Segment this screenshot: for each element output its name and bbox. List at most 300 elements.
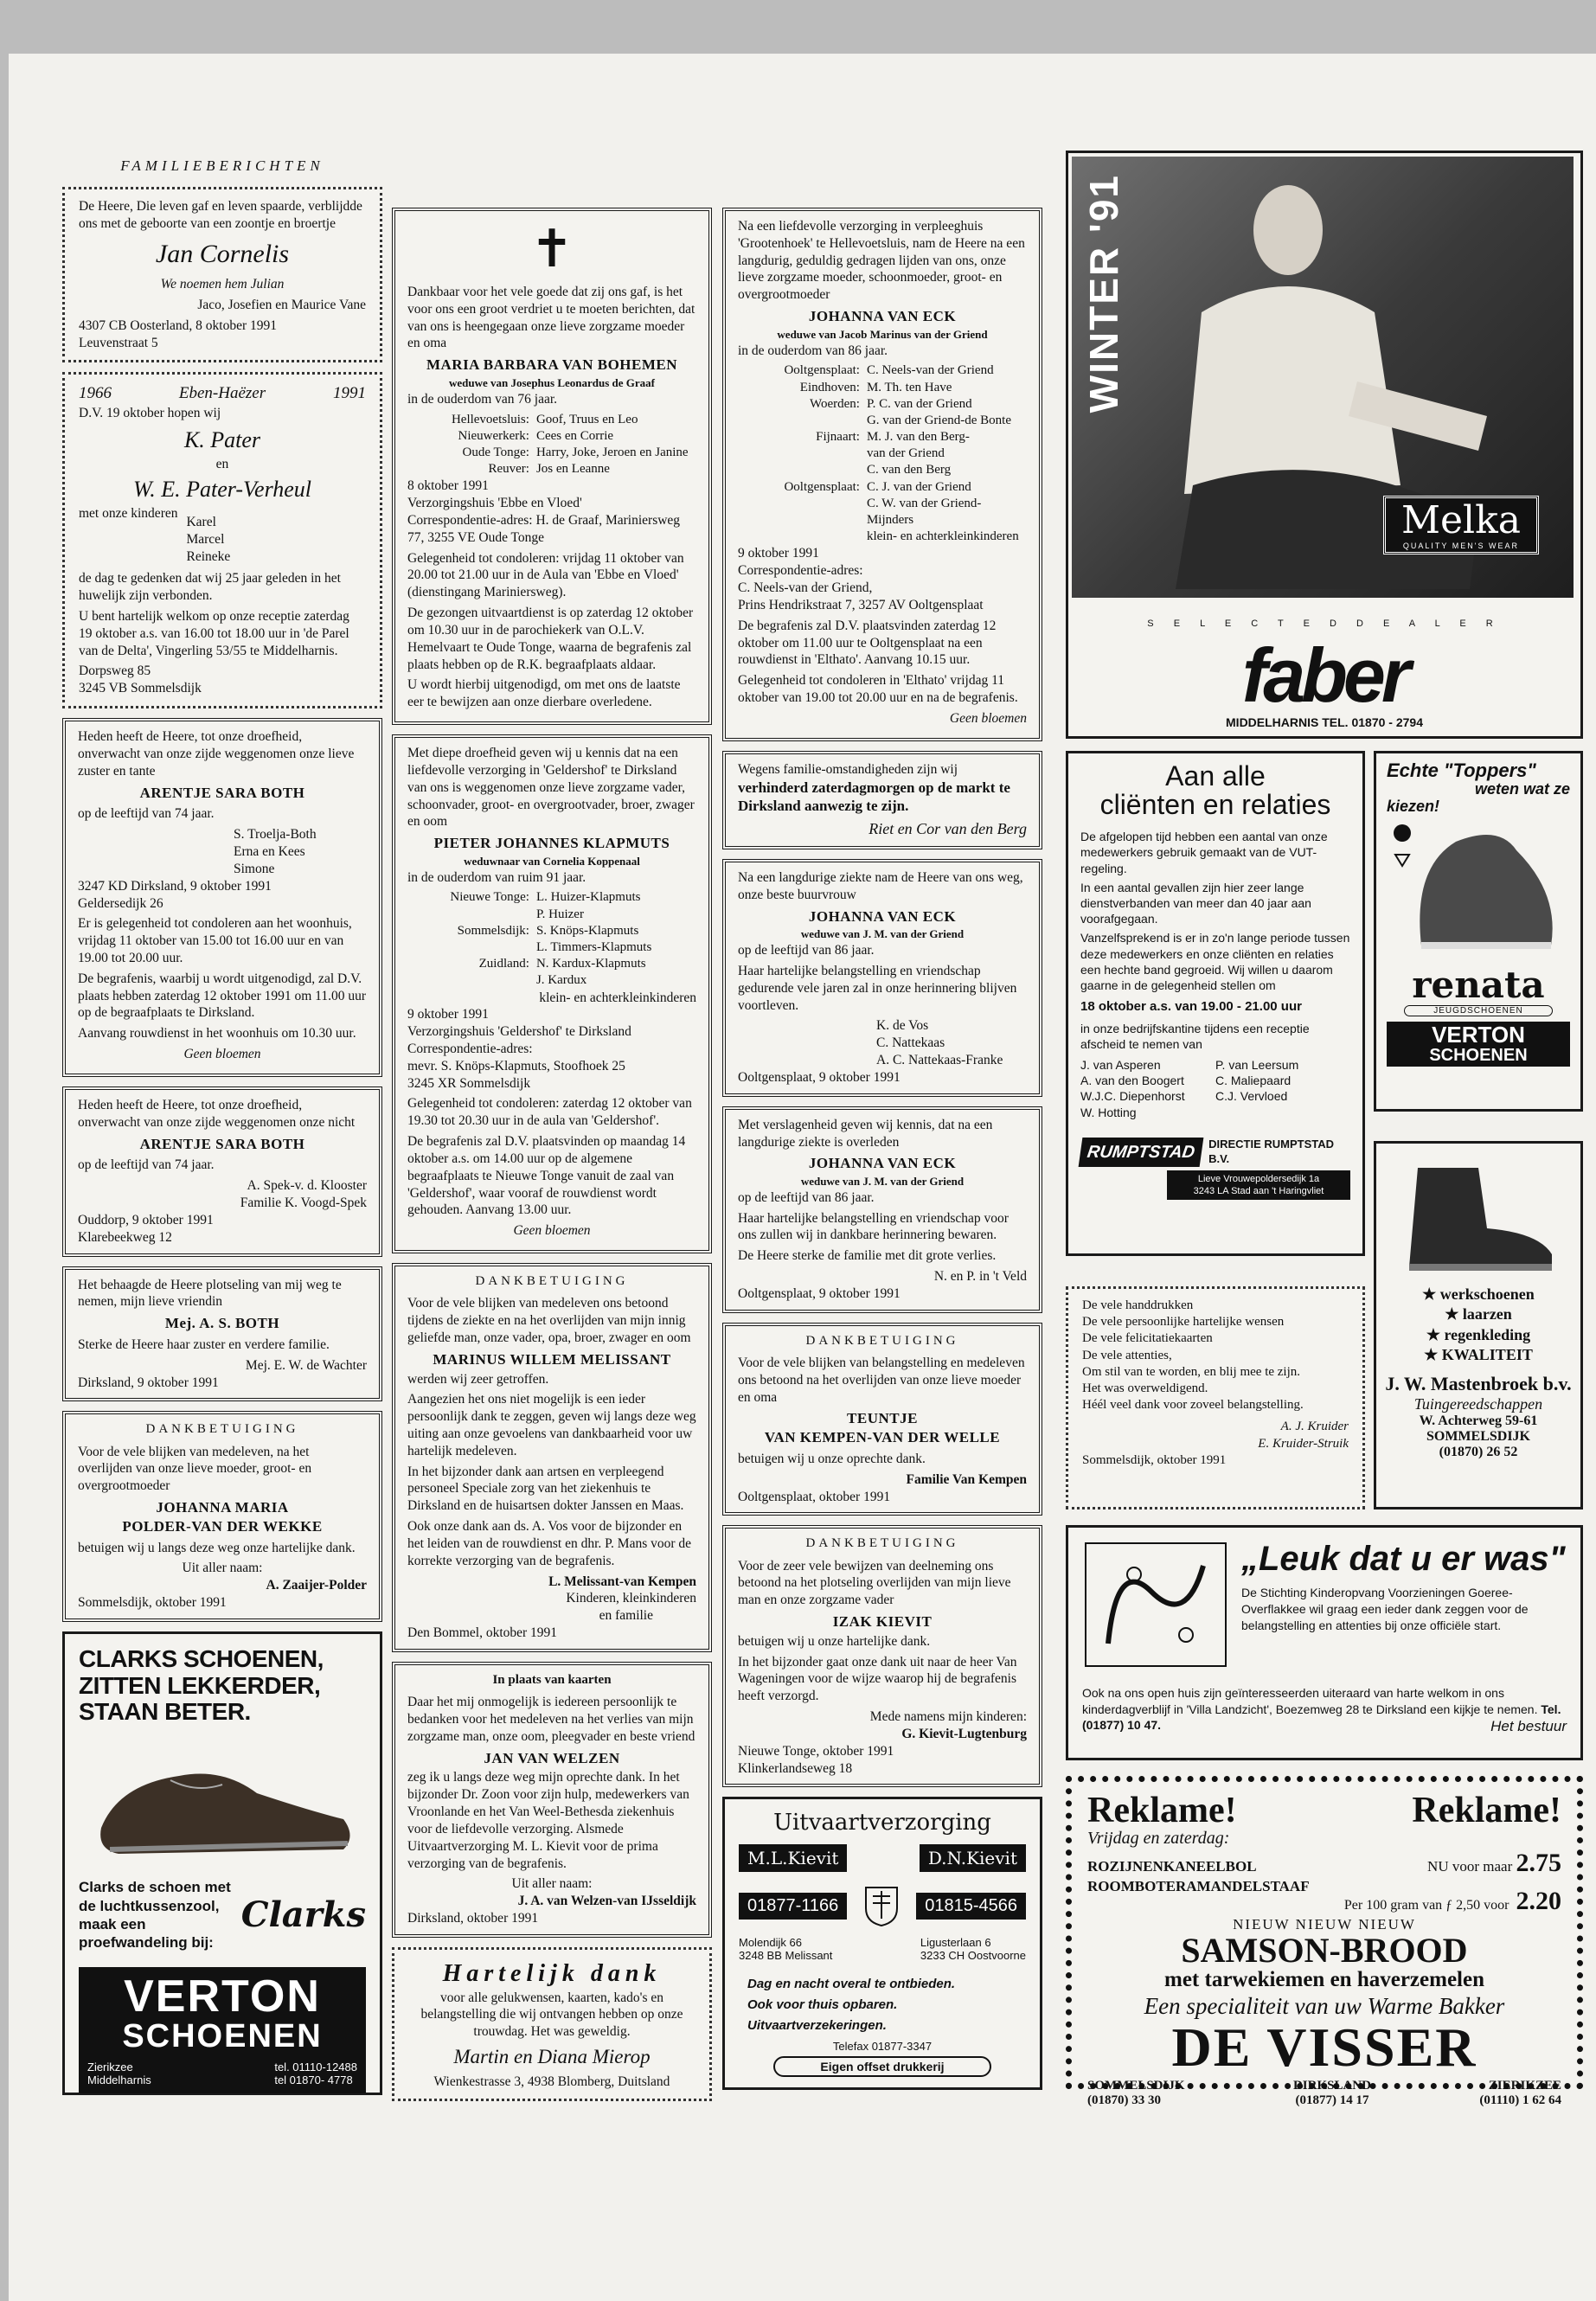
bohemen-t2: De gezongen uitvaartdienst is op zaterdag 12 oktober om 10.30 uur in de parochiekerk van O.L.V. Hemelvaart te Oude Tonge, waarna de begrafenis zal plaats hebben op de R.K. begraafplaats aldaar.: [407, 606, 694, 672]
kempen-t1: betuigen wij u onze oprechte dank.: [738, 1451, 926, 1466]
kruider-line: Om stil van te worden, en blij mee te zijn.: [1082, 1364, 1301, 1379]
family-place: [738, 462, 865, 478]
column-1: [62, 152, 382, 2095]
melissant-s3: en familie: [599, 1608, 653, 1624]
jubilee-kid1: Karel: [186, 514, 216, 529]
jubilee-year-end: 1991: [333, 384, 366, 403]
bohemen-notice: [392, 208, 712, 725]
visser-price2: 2.20: [1516, 1887, 1561, 1915]
shoe-illustration: [84, 1733, 361, 1871]
both1-place: 3247 KD Dirksland, 9 oktober 1991: [78, 878, 272, 894]
kempen-name2: VAN KEMPEN-VAN DER WELLE: [764, 1429, 1001, 1446]
mastenbroek-town: SOMMELSDIJK: [1426, 1428, 1530, 1444]
berg-notice: [722, 751, 1042, 849]
eck1-date: 9 oktober 1991: [738, 546, 819, 561]
kinderopvang-logo: [1082, 1540, 1229, 1670]
both1-text: Heden heeft de Heere, tot onze droefheid, onverwacht van onze zijde weggenomen onze lieve zuster en tante: [78, 729, 355, 779]
visser-tel3: (01110) 1 62 64: [1479, 2093, 1561, 2108]
mastenbroek-line: ★ KWALITEIT: [1424, 1346, 1533, 1364]
eck3-t1: Haar hartelijke belangstelling en vriendschap voor ons zullen wij in dankbare herinnering bewaren.: [738, 1210, 1009, 1243]
both2-sig2: Familie K. Voogd-Spek: [240, 1195, 367, 1211]
family-place: Reuver:: [488, 462, 529, 477]
eck-notice-3: [722, 1106, 1042, 1313]
melissant-t0: werden wij zeer getroffen.: [407, 1371, 549, 1387]
eck1-t1: De begrafenis zal D.V. plaatsvinden zaterdag 12 oktober om 11.00 uur te Ooltgensplaat na een rouwdienst in 'Elthato'. Aanvang 10.15 uur.: [738, 618, 997, 668]
melka-logo: Melka: [1401, 497, 1521, 542]
jubilee-text1: de dag te gedenken dat wij 25 jaar geleden in het huwelijk zijn verbonden.: [79, 571, 341, 604]
family-names: Cees en Corrie: [535, 428, 614, 443]
verton-place2: Middelharnis: [87, 2073, 151, 2087]
eck3-age: op de leeftijd van 86 jaar.: [738, 1189, 875, 1205]
both2-age: op de leeftijd van 74 jaar.: [78, 1157, 215, 1173]
both1-sig2: Erna en Kees: [234, 844, 305, 860]
retiree-name: P. van Leersum: [1215, 1057, 1299, 1072]
birth-parents: Jaco, Josefien en Maurice Vane: [197, 297, 366, 312]
kievit-t2: In het bijzonder gaat onze dank uit naar de heer Van Wageningen voor de wijze waarop hij de begrafenis heeft verzorgd.: [738, 1654, 1017, 1704]
visser-tel1: (01870) 33 30: [1087, 2093, 1161, 2108]
uitvaart-tel2: 01815-4566: [916, 1893, 1026, 1920]
leuk-t1: De Stichting Kinderopvang Voorzieningen Goeree-Overflakkee wil graag een ieder dank zeggen voor de belangstelling en attenties bij onze officiële start.: [1241, 1586, 1529, 1632]
klapmuts-date: 9 oktober 1991: [407, 1007, 489, 1022]
both2-street: Klarebeekweg 12: [78, 1229, 172, 1245]
kruider-line: De vele handdrukken: [1082, 1298, 1194, 1312]
retiree-name: J. van Asperen: [1080, 1057, 1161, 1072]
eck2-name: JOHANNA VAN ECK: [808, 907, 957, 925]
klapmuts-klein: klein- en achterkleinkinderen: [539, 990, 696, 1005]
eck3-sig: N. en P. in 't Veld: [933, 1269, 1027, 1285]
visser-reklame1: Reklame!: [1087, 1791, 1237, 1830]
klapmuts-home: Verzorgingshuis 'Geldershof' te Dirksland: [407, 1024, 631, 1040]
family-place: [738, 413, 865, 429]
eck1-sub: weduwe van Jacob Marinus van der Griend: [777, 327, 988, 341]
mastenbroek-addr: W. Achterweg 59-61: [1419, 1413, 1538, 1428]
visser-reklame2: Reklame!: [1412, 1791, 1561, 1830]
eck1-t2: Gelegenheid tot condoleren in 'Elthato' vrijdag 11 oktober van 19.00 tot 20.00 uur en na de begrafenis.: [738, 673, 1018, 706]
dank1-place: Sommelsdijk, oktober 1991: [78, 1595, 227, 1611]
welzen-notice: [392, 1662, 712, 1938]
welzen-name: JAN VAN WELZEN: [484, 1749, 620, 1766]
jubilee-en: en: [215, 456, 229, 471]
uitvaart-heading: Uitvaartverzorging: [773, 1810, 991, 1836]
welzen-sig: J. A. van Welzen-van IJsseldijk: [517, 1894, 696, 1909]
berg-sig: Riet en Cor van den Berg: [869, 820, 1027, 838]
kievit-text: Voor de zeer vele bewijzen van deelneming ons betoond na het plotseling overlijden van mijn lieve man en onze zorgzame vader: [738, 1558, 1011, 1608]
jubilee-motto: Eben-Haëzer: [178, 384, 266, 403]
kievit-notice: [722, 1525, 1042, 1787]
klapmuts-notice: [392, 734, 712, 1253]
both1-flowers: Geen bloemen: [183, 1047, 261, 1062]
welzen-uit: Uit aller naam:: [511, 1876, 593, 1892]
kievit-sig: G. Kievit-Lugtenburg: [901, 1726, 1027, 1741]
rumpt-t3: Vanzelfsprekend is er in zo'n lange periode tussen deze medewerkers en onze cliënten en relaties een hechte band gegroeid. Wij willen u daarom gaarne in de gelegenheid stellen om: [1080, 931, 1350, 992]
kempen-name1: TEUNTJE: [847, 1410, 918, 1427]
column-2: [392, 208, 712, 2111]
family-names: Jos en Leanne: [535, 462, 610, 477]
ads-column: [1066, 151, 1583, 2108]
uitvaart-ad: [722, 1797, 1042, 2090]
visser-city1: SOMMELSDIJK: [1087, 2079, 1185, 2093]
kruider-line: Héél veel dank voor zoveel belangstelling.: [1082, 1398, 1304, 1413]
rumpt-addr1: Lieve Vrouwepoldersedijk 1a: [1197, 1173, 1320, 1184]
bohemen-family: [407, 412, 696, 478]
uitvaart-tel1: 01877-1166: [739, 1893, 847, 1920]
renata-ad: [1374, 751, 1583, 1112]
family-names: G. van der Griend-de Bonte: [866, 413, 1011, 427]
berg-t1: Wegens familie-omstandigheden zijn wij: [738, 761, 958, 777]
uitvaart-addr1: Molendijk 66: [739, 1936, 802, 1950]
kinderopvang-ad: [1066, 1525, 1583, 1760]
family-names: L. Timmers-Klapmuts: [535, 939, 652, 954]
both-notice-1: [62, 718, 382, 1077]
both1-sig3: Simone: [234, 861, 275, 876]
welzen-text: Daar het mij onmogelijk is iedereen persoonlijk te bedanken voor het medeleven na het verlies van mijn zorgzame man, onze oom, pleegvader en beste vriend: [407, 1695, 695, 1744]
uitvaart-name1: M.L.Kievit: [739, 1844, 847, 1872]
welzen-place: Dirksland, oktober 1991: [407, 1910, 539, 1926]
kruider-sig2: E. Kruider-Struik: [1258, 1436, 1349, 1451]
eck2-sub: weduwe van J. M. van der Griend: [800, 927, 965, 941]
dank1-text: Voor de vele blijken van medeleven, na het overlijden van onze lieve moeder, groot- en overgrootmoeder: [78, 1444, 312, 1494]
verton-place1: Zierikzee: [87, 2061, 133, 2074]
kievit-heading: DANKBETUIGING: [805, 1536, 959, 1551]
klapmuts-sub: weduwnaar van Cornelia Koppenaal: [464, 854, 640, 868]
mierop-names: Martin en Diana Mierop: [453, 2046, 651, 2068]
family-place: Zuidland:: [478, 957, 529, 971]
mastenbroek-lines: [1385, 1285, 1572, 1366]
melissant-place: Den Bommel, oktober 1991: [407, 1625, 558, 1641]
renata-sub: JEUGDSCHOENEN: [1404, 1005, 1553, 1016]
kruider-notice: [1066, 1286, 1365, 1509]
visser-name: DE VISSER: [1171, 2016, 1477, 2079]
mastenbroek-tel: (01870) 26 52: [1439, 1444, 1518, 1459]
clarks-text: Clarks de schoen met de luchtkussenzool, maak een proefwandeling bij:: [79, 1879, 231, 1952]
bohemen-sub: weduwe van Josephus Leonardus de Graaf: [448, 376, 655, 390]
family-place: [407, 939, 535, 956]
jubilee-name1: K. Pater: [183, 426, 261, 452]
family-place: [407, 972, 535, 989]
kruider-line: De vele persoonlijke hartelijke wensen: [1082, 1315, 1285, 1330]
eck3-t2: De Heere sterke de familie met dit grote verlies.: [738, 1248, 997, 1264]
kruider-sig1: A. J. Kruider: [1280, 1420, 1349, 1434]
family-place: [738, 445, 865, 462]
birth-text: De Heere, Die leven gaf en leven spaarde, verblijdde ons met de geboorte van een zoontje en broertje: [79, 199, 362, 231]
kempen-notice: [722, 1323, 1042, 1516]
renata-logo: renata: [1412, 963, 1545, 1006]
family-place: Nieuwe Tonge:: [450, 890, 529, 905]
melissant-notice: [392, 1263, 712, 1652]
visser-tel2: (01877) 14 17: [1295, 2093, 1369, 2108]
melissant-t3: Ook onze dank aan ds. A. Vos voor de bijzonder en het leiden van de rouwdienst en dhr. P. Mans voor de korrekte verzorging van de begrafenis.: [407, 1519, 692, 1568]
both3-text: Het behaagde de Heere plotseling van mij weg te nemen, mijn lieve vriendin: [78, 1277, 342, 1310]
family-names: N. Kardux-Klapmuts: [535, 957, 646, 971]
dank-polder: [62, 1411, 382, 1621]
welzen-t1: zeg ik u langs deze weg mijn oprechte dank. In het bijzonder Dr. Zoon voor zijn hulp, medewerkers van Vroonlande en het Van Weel-Bethesda ziekenhuis voor de liefdevolle verzorging. Alsmede Uitvaartverzorging M. L. Kievit voor de prima verzorging van de begrafenis.: [407, 1770, 689, 1871]
bohemen-date: 8 oktober 1991: [407, 478, 489, 494]
uitvaart-s3: Uitvaartverzekeringen.: [747, 2018, 887, 2034]
birth-called: We noemen hem Julian: [160, 277, 285, 292]
jubilee-addr2: 3245 VB Sommelsdijk: [79, 681, 202, 696]
klapmuts-corr2: mevr. S. Knöps-Klapmuts, Stoofhoek 25: [407, 1058, 625, 1074]
rumpt-t4: in onze bedrijfskantine tijdens een receptie afscheid te nemen van: [1080, 1021, 1310, 1051]
klapmuts-t2: De begrafenis zal D.V. plaatsvinden op maandag 14 oktober a.s. om 14.00 uur op de algemene begraafplaats te Nieuwe Tonge vanuit de zaal van 'Geldershof', waar vooraf de rouwdienst wordt gehouden. Aanvang 13.00 uur.: [407, 1134, 686, 1218]
eck2-age: op de leeftijd van 86 jaar.: [738, 943, 875, 958]
mierop-notice: [392, 1947, 712, 2102]
family-place: [407, 907, 535, 923]
both3-text2: Sterke de Heere haar zuster en verdere familie.: [78, 1336, 330, 1352]
leuk-sig: Het bestuur: [1490, 1718, 1567, 1735]
both3-name: Mej. A. S. BOTH: [164, 1315, 280, 1332]
cross-icon: ✝: [529, 221, 574, 278]
klapmuts-corr3: 3245 XR Sommelsdijk: [407, 1075, 531, 1091]
family-names: C. van den Berg: [866, 463, 952, 478]
family-names: J. Kardux: [535, 973, 587, 988]
visser-days: Vrijdag en zaterdag:: [1087, 1829, 1230, 1848]
dank1-name1: JOHANNA MARIA: [156, 1499, 289, 1516]
eck3-place: Ooltgensplaat, 9 oktober 1991: [738, 1285, 901, 1301]
both1-street: Geldersedijk 26: [78, 895, 163, 911]
uitvaart-addr2: 3248 BB Melissant: [739, 1949, 833, 1963]
verton-tel2: tel 01870- 4778: [274, 2073, 353, 2087]
eck1-corr: Correspondentie-adres:: [738, 563, 863, 579]
clarks-headline: CLARKS SCHOENEN, ZITTEN LEKKERDER, STAAN BETER.: [79, 1644, 324, 1726]
uitvaart-s2: Ook voor thuis opbaren.: [747, 1997, 898, 2013]
eck2-t1: Haar hartelijke belangstelling en vriendschap gedurende vele jaren zal in onze herinnering blijven voortleven.: [738, 963, 1017, 1013]
klapmuts-flowers: Geen bloemen: [513, 1223, 591, 1239]
both-notice-2: [62, 1086, 382, 1257]
kievit-uit: Mede namens mijn kinderen:: [869, 1709, 1027, 1725]
visser-specialiteit: Een specialiteit van uw Warme Bakker: [1144, 1993, 1505, 2019]
melka-photo: [1072, 157, 1574, 598]
mastenbroek-line: ★ regenkleding: [1426, 1325, 1531, 1343]
dank1-text2: betuigen wij u langs deze weg onze hartelijke dank.: [78, 1540, 356, 1555]
mastenbroek-ad: [1374, 1141, 1583, 1509]
family-place: Fijnaart:: [816, 430, 860, 445]
family-names: C. Neels-van der Griend: [866, 363, 994, 378]
melissant-t2: In het bijzonder dank aan artsen en verpleegend personeel Speciale zorg van het ziekenhuis te Dirksland en de huisartsen dokter Janssen en Maas.: [407, 1464, 684, 1514]
kievit-place2: Klinkerlandseweg 18: [738, 1760, 853, 1776]
family-place: [738, 496, 865, 529]
kievit-place1: Nieuwe Tonge, oktober 1991: [738, 1743, 894, 1759]
birth-addr1: 4307 CB Oosterland, 8 oktober 1991: [79, 317, 278, 333]
visser-samson: SAMSON-BROOD: [1181, 1931, 1468, 1970]
rumpt-dir: DIRECTIE RUMPTSTAD B.V.: [1208, 1137, 1334, 1165]
rumptstad-ad: [1066, 751, 1365, 1256]
kruider-line: Het was overweldigend.: [1082, 1381, 1208, 1395]
eck2-text: Na een langdurige ziekte nam de Heere van ons weg, onze beste buurvrouw: [738, 870, 1023, 902]
uitvaart-s1: Dag en nacht overal te ontbieden.: [747, 1977, 956, 1992]
family-names: P. Huizer: [535, 907, 584, 921]
family-names: van der Griend: [866, 446, 945, 461]
bohemen-age: in de ouderdom van 76 jaar.: [407, 391, 558, 407]
both2-name: ARENTJE SARA BOTH: [139, 1135, 305, 1152]
uitvaart-addr4: 3233 CH Oostvoorne: [920, 1949, 1026, 1963]
rumpt-date: 18 oktober a.s. van 19.00 - 21.00 uur: [1080, 999, 1302, 1015]
melka-tagline: QUALITY MEN'S WEAR: [1402, 542, 1519, 550]
dank1-heading: DANKBETUIGING: [145, 1422, 299, 1437]
klapmuts-family: [407, 889, 696, 989]
kruider-line: De vele felicitatiekaarten: [1082, 1331, 1213, 1346]
eck1-name: JOHANNA VAN ECK: [808, 308, 957, 325]
visser-product1-offer: NU voor maar: [1427, 1858, 1513, 1875]
rumpt-h2: cliënten en relaties: [1099, 789, 1331, 820]
visser-product2: ROOMBOTERAMANDELSTAAF: [1087, 1878, 1310, 1894]
rumpt-t1: De afgelopen tijd hebben een aantal van onze medewerkers gebruik gemaakt van de VUT-regeling.: [1080, 830, 1328, 875]
both2-place: Ouddorp, 9 oktober 1991: [78, 1212, 214, 1227]
mastenbroek-sub: Tuingereedschappen: [1413, 1394, 1543, 1413]
both1-t3: Aanvang rouwdienst in het woonhuis om 10.30 uur.: [78, 1026, 356, 1042]
both1-sig1: S. Troelja-Both: [234, 827, 317, 843]
leuk-tel: Tel. (01877) 10 47.: [1082, 1702, 1561, 1733]
dank1-sig: A. Zaaijer-Polder: [266, 1578, 367, 1593]
renata-shoe: [1387, 816, 1568, 963]
family-names: Goof, Truus en Leo: [535, 412, 638, 426]
family-place: [738, 529, 865, 545]
leuk-heading: „Leuk dat u er was": [1241, 1540, 1566, 1578]
rumpt-logo: RUMPTSTAD: [1079, 1138, 1204, 1167]
jubilee-year-start: 1966: [79, 384, 112, 403]
eck2-sig3: A. C. Nattekaas-Franke: [876, 1053, 1003, 1068]
eck1-flowers: Geen bloemen: [949, 710, 1027, 726]
bohemen-t3: U wordt hierbij uitgenodigd, om met ons de laatste eer te bewijzen aan onze dierbare overledene.: [407, 677, 681, 710]
eck3-name: JOHANNA VAN ECK: [808, 1155, 957, 1172]
berg-t2: verhinderd zaterdagmorgen op de markt te Dirksland aanwezig te zijn.: [738, 779, 1010, 815]
melka-ad: [1066, 151, 1583, 739]
newspaper-page: [9, 54, 1596, 2301]
birth-notice: [62, 187, 382, 362]
mierop-heading: Hartelijk dank: [442, 1959, 662, 1987]
renata-h1: Echte "Toppers": [1387, 760, 1536, 781]
melissant-s2: Kinderen, kleinkinderen: [566, 1591, 696, 1606]
family-place: Eindhoven:: [799, 380, 860, 394]
eck2-place: Ooltgensplaat, 9 oktober 1991: [738, 1069, 901, 1085]
mastenbroek-line: ★ werkschoenen: [1422, 1285, 1535, 1303]
faber-logo: faber: [1241, 632, 1407, 718]
jubilee-line1: D.V. 19 oktober hopen wij: [79, 405, 221, 420]
dank1-uit: Uit aller naam:: [182, 1561, 263, 1576]
verton-sub: SCHOENEN: [122, 2018, 323, 2055]
visser-city3: ZIERIKZEE: [1488, 2079, 1561, 2093]
klapmuts-t1: Gelegenheid tot condoleren: zaterdag 12 oktober van 19.30 tot 20.30 uur in de aula van 'Geldershof'.: [407, 1096, 692, 1129]
melissant-heading: DANKBETUIGING: [475, 1274, 629, 1289]
workboot-illustration: [1392, 1150, 1565, 1280]
visser-nieuw: NIEUW NIEUW NIEUW: [1233, 1916, 1416, 1932]
both2-sig1: A. Spek-v. d. Klooster: [247, 1178, 367, 1194]
melka-selected: S E L E C T E D D E A L E R: [1147, 619, 1502, 629]
verton-tel1: tel. 01110-12488: [274, 2061, 357, 2074]
rumpt-h1: Aan alle: [1165, 760, 1266, 792]
eck1-family: [738, 362, 1027, 545]
verton-name: VERTON: [124, 1971, 321, 2022]
family-names: P. C. van der Griend: [866, 396, 972, 411]
retiree-name: [1215, 1105, 1350, 1120]
family-place: Ooltgensplaat:: [784, 479, 860, 494]
mierop-addr: Wienkestrasse 3, 4938 Blomberg, Duitsland: [433, 2073, 670, 2089]
crest-icon: [862, 1884, 901, 1927]
kruider-place: Sommelsdijk, oktober 1991: [1082, 1452, 1227, 1467]
kievit-t1: betuigen wij u onze hartelijke dank.: [738, 1633, 931, 1649]
family-place: Woerden:: [810, 396, 860, 411]
family-place: Hellevoetsluis:: [451, 412, 529, 426]
jubilee-kids-label: met onze kinderen: [79, 505, 178, 521]
visser-ad: [1066, 1776, 1583, 2108]
bohemen-t1: Gelegenheid tot condoleren: vrijdag 11 oktober van 20.00 tot 21.00 uur in de Aula van 'Ebbe en Vloed' (dienstingang Mariniersweg).: [407, 550, 684, 600]
retiree-name: A. van den Boogert: [1080, 1074, 1184, 1088]
klapmuts-name: PIETER JOHANNES KLAPMUTS: [433, 835, 670, 852]
mastenbroek-line: ★ laarzen: [1445, 1305, 1512, 1324]
bohemen-home: Verzorgingshuis 'Ebbe en Vloed': [407, 496, 582, 511]
column-3: [722, 208, 1042, 2090]
kempen-text: Voor de vele blijken van belangstelling en medeleven ons betoond na het overlijden van onze lieve moeder en oma: [738, 1355, 1025, 1405]
birth-name: Jan Cornelis: [155, 239, 290, 268]
visser-product2-offer: Per 100 gram van ƒ 2,50 voor: [1343, 1898, 1509, 1913]
dank1-name2: POLDER-VAN DER WEKKE: [122, 1517, 323, 1535]
visser-tarwe: met tarwekiemen en haverzemelen: [1164, 1968, 1484, 1991]
both3-sig: Mej. E. W. de Wachter: [245, 1357, 367, 1373]
kempen-heading: DANKBETUIGING: [805, 1333, 959, 1348]
retiree-name: C. Maliepaard: [1215, 1074, 1292, 1088]
jubilee-kid3: Reineke: [186, 548, 231, 564]
retiree-name: W. Hotting: [1080, 1105, 1137, 1119]
section-title: FAMILIEBERICHTEN: [120, 157, 324, 174]
rumpt-names: [1080, 1057, 1350, 1120]
kievit-name: IZAK KIEVIT: [832, 1613, 933, 1631]
verton-banner: [79, 1967, 366, 2093]
birth-addr2: Leuvenstraat 5: [79, 335, 158, 350]
uitvaart-addr3: Ligusterlaan 6: [920, 1936, 991, 1950]
both1-t2: De begrafenis, waarbij u wordt uitgenodigd, zal D.V. plaats hebben zaterdag 12 oktober 1991 om 11.00 uur op de begraafplaats te Dirksland.: [78, 971, 367, 1021]
eck2-sig2: C. Nattekaas: [876, 1035, 945, 1051]
melissant-text: Voor de vele blijken van medeleven ons betoond tijdens de ziekte en na het overlijden van mijn innig geliefde man, onze vader, opa, broer, zwager en oom: [407, 1296, 691, 1345]
klapmuts-text: Met diepe droefheid geven wij u kennis dat na een liefdevolle verzorging in 'Geldershof' te Dirksland van ons is weggenomen onze lieve zorgzame vader, schoonvader, groot- en overgrootvader, broer, zwager en oom: [407, 746, 695, 830]
clarks-ad: [62, 1631, 382, 2095]
eck3-text: Met verslagenheid geven wij kennis, dat na een langdurige ziekte is overleden: [738, 1117, 993, 1150]
eck-notice-2: [722, 859, 1042, 1097]
melissant-name: MARINUS WILLEM MELISSANT: [433, 1350, 671, 1368]
eck1-corr3: Prins Hendrikstraat 7, 3257 AV Ooltgensplaat: [738, 597, 984, 612]
kempen-place: Ooltgensplaat, oktober 1991: [738, 1489, 891, 1504]
family-place: Ooltgensplaat:: [784, 363, 860, 378]
jubilee-addr1: Dorpsweg 85: [79, 663, 151, 679]
eck2-sig1: K. de Vos: [876, 1018, 929, 1034]
rumpt-addr2: 3243 LA Stad aan 't Haringvliet: [1193, 1185, 1324, 1196]
eck3-sub: weduwe van J. M. van der Griend: [800, 1175, 965, 1189]
uitvaart-druk: Eigen offset drukkerij: [773, 2056, 991, 2077]
renata-schoenen: SCHOENEN: [1429, 1045, 1528, 1065]
both3-place: Dirksland, 9 oktober 1991: [78, 1375, 219, 1390]
mastenbroek-name: J. W. Mastenbroek b.v.: [1385, 1372, 1572, 1394]
both2-text: Heden heeft de Heere, tot onze droefheid, onverwacht van onze zijde weggenomen onze nicht: [78, 1097, 356, 1130]
clarks-logo: Clarks: [240, 1894, 366, 1936]
melka-season: WINTER '91: [1081, 174, 1126, 413]
family-names: S. Knöps-Klapmuts: [535, 923, 639, 938]
visser-city2: DIRKSLAND: [1292, 2079, 1371, 2093]
eck1-age: in de ouderdom van 86 jaar.: [738, 343, 888, 358]
uitvaart-fax: Telefax 01877-3347: [832, 2040, 933, 2054]
bohemen-name: MARIA BARBARA VAN BOHEMEN: [426, 356, 678, 374]
family-names: Harry, Joke, Jeroen en Janine: [535, 445, 689, 459]
klapmuts-corr1: Correspondentie-adres:: [407, 1041, 533, 1056]
eck1-corr2: C. Neels-van der Griend,: [738, 580, 873, 596]
jubilee-text2: U bent hartelijk welkom op onze receptie zaterdag 19 oktober a.s. van 16.00 tot 18.00 uur in 'de Parel van de Delta', Vingerling 53/55 te Middelharnis.: [79, 609, 349, 658]
both1-t1: Er is gelegenheid tot condoleren aan het woonhuis, vrijdag 11 oktober van 15.00 tot 16.00 uur en van 19.00 tot 20.00 uur.: [78, 916, 352, 965]
renata-verton: VERTON: [1432, 1021, 1525, 1048]
family-names: M. Th. ten Have: [866, 380, 952, 394]
bohemen-corr: Correspondentie-adres: H. de Graaf, Mariniersweg 77, 3255 VE Oude Tonge: [407, 512, 681, 545]
family-names: C. W. van der Griend-Mijnders: [866, 496, 982, 528]
both1-name: ARENTJE SARA BOTH: [139, 784, 305, 801]
kempen-sig: Familie Van Kempen: [906, 1471, 1027, 1487]
visser-product1: ROZIJNENKANEELBOL: [1087, 1858, 1257, 1875]
eck-notice-1: [722, 208, 1042, 741]
